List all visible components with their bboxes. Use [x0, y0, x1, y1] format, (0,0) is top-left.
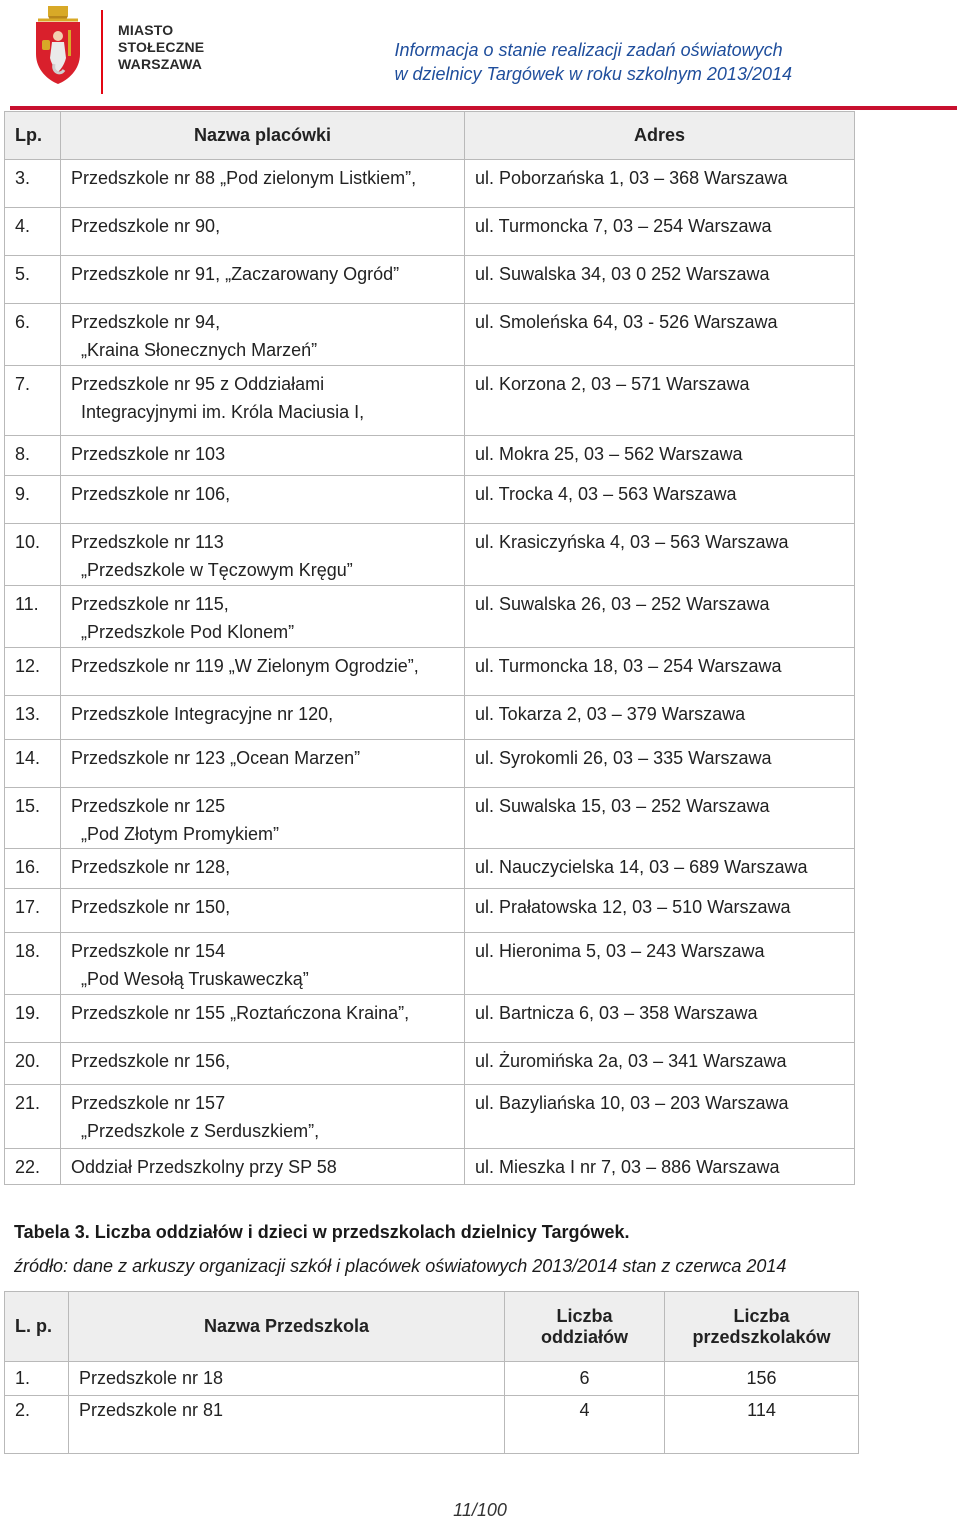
row-lp: 4. [5, 208, 61, 256]
table-row [5, 648, 855, 696]
table-row [5, 1362, 859, 1396]
row-lp: 7. [5, 366, 61, 436]
header-rule [10, 106, 957, 110]
row-lp: 18. [5, 933, 61, 995]
row-address: ul. Żuromińska 2a, 03 – 341 Warszawa [465, 1043, 855, 1085]
row-name [61, 696, 465, 740]
row-address: ul. Bartnicza 6, 03 – 358 Warszawa [465, 995, 855, 1043]
row-address: ul. Prałatowska 12, 03 – 510 Warszawa [465, 889, 855, 933]
table-row [5, 366, 855, 436]
row-name [61, 849, 465, 889]
table-row [5, 788, 855, 849]
row-name [61, 1085, 465, 1149]
row-name [61, 304, 465, 366]
row-address: ul. Syrokomli 26, 03 – 335 Warszawa [465, 740, 855, 788]
table-row [5, 524, 855, 586]
table-header-row [5, 112, 855, 160]
row-lp: 11. [5, 586, 61, 648]
header-address: Adres [465, 112, 855, 160]
row-address: ul. Hieronima 5, 03 – 243 Warszawa [465, 933, 855, 995]
row-address: ul. Suwalska 34, 03 0 252 Warszawa [465, 256, 855, 304]
row-groups: 6 [505, 1362, 665, 1396]
row-lp: 6. [5, 304, 61, 366]
row-name-line: „Przedszkole z Serduszkiem”, [81, 1121, 320, 1141]
row-address: ul. Krasiczyńska 4, 03 – 563 Warszawa [465, 524, 855, 586]
row-name-line: Przedszkole Integracyjne nr 120, [71, 704, 334, 724]
logo-divider [101, 10, 103, 94]
table-row [5, 436, 855, 476]
row-address: ul. Mokra 25, 03 – 562 Warszawa [465, 436, 855, 476]
row-name-line: „Pod Wesołą Truskaweczką” [81, 969, 309, 989]
row-name-line: Przedszkole nr 119 „W Zielonym Ogrodzie”, [71, 656, 419, 676]
row-name: Przedszkole nr 18 [69, 1362, 505, 1396]
row-lp: 14. [5, 740, 61, 788]
header-lp: L. p. [5, 1292, 69, 1362]
kindergarten-address-table [4, 111, 855, 1185]
header-lp: Lp. [5, 112, 61, 160]
row-name-line: Przedszkole nr 157 [71, 1093, 226, 1113]
header-children-line: Liczba [733, 1305, 790, 1326]
kindergarten-groups-table [4, 1291, 859, 1454]
row-lp: 22. [5, 1149, 61, 1185]
table-row [5, 476, 855, 524]
row-lp: 17. [5, 889, 61, 933]
row-name [61, 208, 465, 256]
table-row [5, 586, 855, 648]
row-lp: 2. [5, 1396, 69, 1454]
row-address: ul. Turmoncka 7, 03 – 254 Warszawa [465, 208, 855, 256]
row-name [61, 586, 465, 648]
row-lp: 8. [5, 436, 61, 476]
logo-line: WARSZAWA [118, 56, 203, 72]
document-title-line: w dzielnicy Targówek w roku szkolnym 2013/2014 [394, 64, 792, 84]
document-title-line: Informacja o stanie realizacji zadań oświatowych [394, 40, 783, 60]
row-name [61, 160, 465, 208]
header-name: Nazwa Przedszkola [69, 1292, 505, 1362]
row-address: ul. Tokarza 2, 03 – 379 Warszawa [465, 696, 855, 740]
row-lp: 15. [5, 788, 61, 849]
row-name: Przedszkole nr 81 [69, 1396, 505, 1454]
row-lp: 12. [5, 648, 61, 696]
table-row [5, 849, 855, 889]
row-name-line: Przedszkole nr 94, [71, 312, 221, 332]
row-name-line: Przedszkole nr 150, [71, 897, 231, 917]
row-address: ul. Bazyliańska 10, 03 – 203 Warszawa [465, 1085, 855, 1149]
row-address: ul. Turmoncka 18, 03 – 254 Warszawa [465, 648, 855, 696]
row-name-line: Przedszkole nr 128, [71, 857, 231, 877]
row-address: ul. Korzona 2, 03 – 571 Warszawa [465, 366, 855, 436]
header-children [665, 1292, 859, 1362]
header-groups-line: oddziałów [541, 1326, 628, 1347]
row-name-line: Integracyjnymi im. Króla Maciusia I, [81, 402, 365, 422]
row-children: 156 [665, 1362, 859, 1396]
row-name-line: Przedszkole nr 155 „Roztańczona Kraina”, [71, 1003, 410, 1023]
table-row [5, 1149, 855, 1185]
row-address: ul. Nauczycielska 14, 03 – 689 Warszawa [465, 849, 855, 889]
row-name [61, 788, 465, 849]
table-row [5, 160, 855, 208]
row-name-line: „Przedszkole Pod Klonem” [81, 622, 295, 642]
row-address: ul. Suwalska 15, 03 – 252 Warszawa [465, 788, 855, 849]
table-row [5, 1085, 855, 1149]
row-name-line: Przedszkole nr 115, [71, 594, 229, 614]
row-name-line: Przedszkole nr 156, [71, 1051, 231, 1071]
row-children: 114 [665, 1396, 859, 1454]
document-title [394, 38, 792, 86]
row-name-line: Przedszkole nr 91, „Zaczarowany Ogród” [71, 264, 400, 284]
row-lp: 3. [5, 160, 61, 208]
table-row [5, 995, 855, 1043]
row-lp: 13. [5, 696, 61, 740]
table-row [5, 208, 855, 256]
row-lp: 20. [5, 1043, 61, 1085]
row-lp: 19. [5, 995, 61, 1043]
row-name [61, 1149, 465, 1185]
header-groups [505, 1292, 665, 1362]
table-row [5, 696, 855, 740]
page-header [0, 0, 960, 112]
table-row [5, 1396, 859, 1454]
row-address: ul. Trocka 4, 03 – 563 Warszawa [465, 476, 855, 524]
row-name-line: Przedszkole nr 90, [71, 216, 221, 236]
row-name [61, 995, 465, 1043]
header-name: Nazwa placówki [61, 112, 465, 160]
row-lp: 1. [5, 1362, 69, 1396]
table-row [5, 933, 855, 995]
row-lp: 16. [5, 849, 61, 889]
row-name [61, 476, 465, 524]
row-address: ul. Mieszka I nr 7, 03 – 886 Warszawa [465, 1149, 855, 1185]
table-row [5, 889, 855, 933]
row-name-line: Przedszkole nr 123 „Ocean Marzen” [71, 748, 361, 768]
table3-caption: Tabela 3. Liczba oddziałów i dzieci w przedszkolach dzielnicy Targówek. [14, 1222, 630, 1242]
header-children-line: przedszkolaków [692, 1326, 831, 1347]
table-header-row [5, 1292, 859, 1362]
row-name [61, 436, 465, 476]
row-address: ul. Suwalska 26, 03 – 252 Warszawa [465, 586, 855, 648]
row-name [61, 1043, 465, 1085]
row-name [61, 933, 465, 995]
row-groups: 4 [505, 1396, 665, 1454]
row-name [61, 889, 465, 933]
table3-source: źródło: dane z arkuszy organizacji szkół i placówek oświatowych 2013/2014 stan z czerwca 2014 [14, 1256, 787, 1276]
logo-wordmark [118, 22, 204, 73]
row-lp: 9. [5, 476, 61, 524]
row-name-line: „Pod Złotym Promykiem” [81, 824, 280, 844]
table-row [5, 1043, 855, 1085]
row-name [61, 740, 465, 788]
table-row [5, 256, 855, 304]
row-name-line: „Kraina Słonecznych Marzeń” [81, 340, 318, 360]
row-lp: 21. [5, 1085, 61, 1149]
header-groups-line: Liczba [556, 1305, 613, 1326]
page-number: 11/100 [453, 1500, 507, 1520]
row-address: ul. Smoleńska 64, 03 - 526 Warszawa [465, 304, 855, 366]
table-row [5, 304, 855, 366]
row-name [61, 366, 465, 436]
row-name-line: Przedszkole nr 95 z Oddziałami [71, 374, 325, 394]
row-lp: 5. [5, 256, 61, 304]
logo-line: MIASTO [118, 22, 174, 38]
row-name [61, 256, 465, 304]
row-name-line: Przedszkole nr 125 [71, 796, 226, 816]
row-name-line: „Przedszkole w Tęczowym Kręgu” [81, 560, 353, 580]
table-row [5, 740, 855, 788]
row-lp: 10. [5, 524, 61, 586]
row-name-line: Przedszkole nr 154 [71, 941, 226, 961]
row-name-line: Przedszkole nr 103 [71, 444, 226, 464]
row-name [61, 648, 465, 696]
row-address: ul. Poborzańska 1, 03 – 368 Warszawa [465, 160, 855, 208]
row-name-line: Przedszkole nr 113 [71, 532, 224, 552]
logo-line: STOŁECZNE [118, 39, 205, 55]
row-name-line: Przedszkole nr 106, [71, 484, 231, 504]
warsaw-crest-icon [30, 6, 86, 86]
row-name-line: Przedszkole nr 88 „Pod zielonym Listkiem”, [71, 168, 417, 188]
row-name-line: Oddział Przedszkolny przy SP 58 [71, 1157, 337, 1177]
row-name [61, 524, 465, 586]
